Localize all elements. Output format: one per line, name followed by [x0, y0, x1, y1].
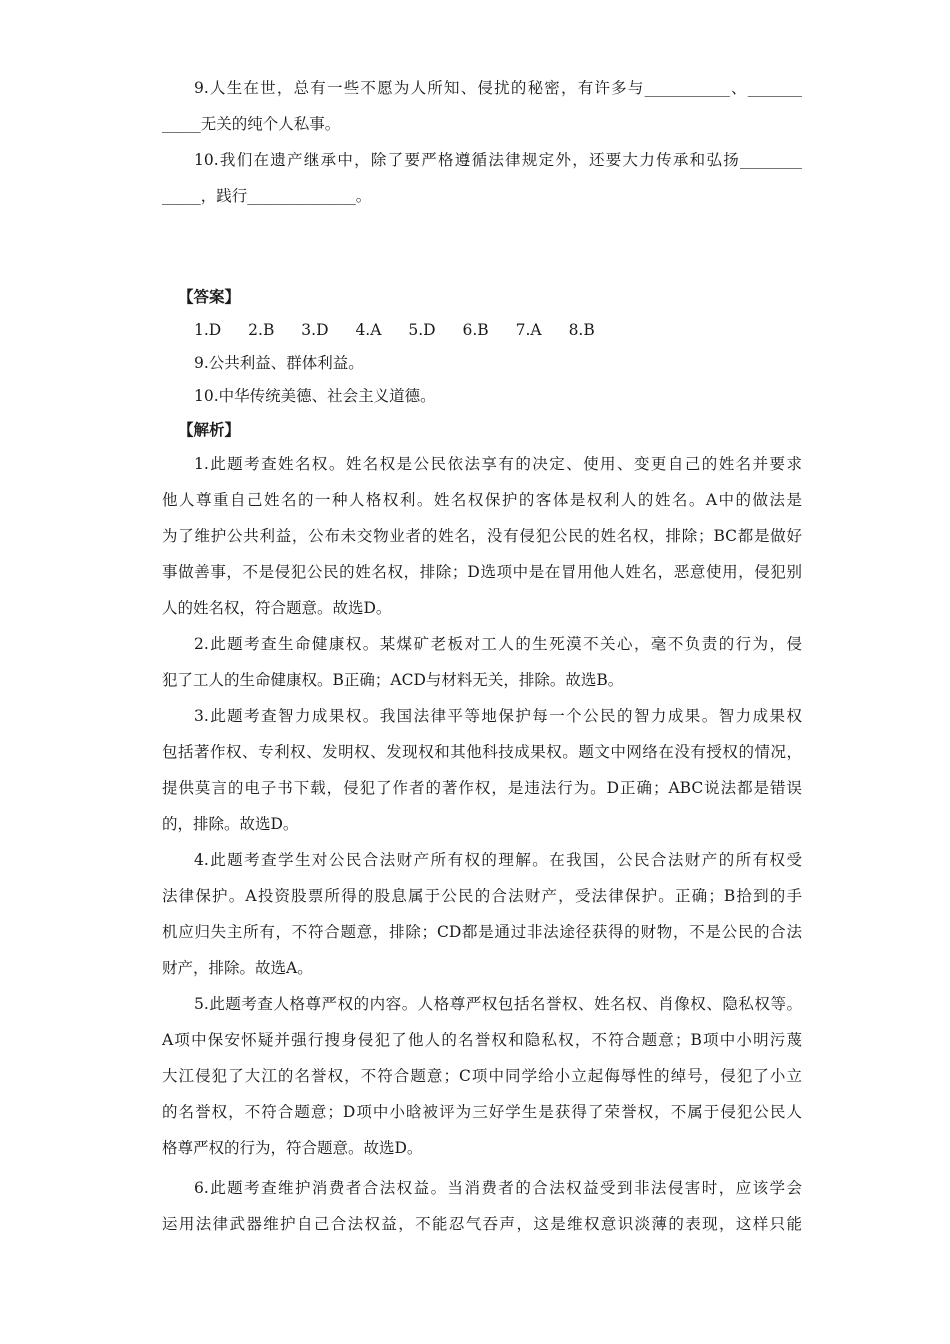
- analysis-line: 提供莫言的电子书下载，侵犯了作者的著作权，是违法行为。D正确；ABC说法都是错误: [162, 779, 802, 797]
- analysis-line: 5.此题考查人格尊严权的内容。人格尊严权包括名誉权、姓名权、肖像权、隐私权等。: [194, 995, 802, 1013]
- analysis-line: 为了维护公共利益，公布未交物业者的姓名，没有侵犯公民的姓名权，排除；BC都是做好: [162, 527, 802, 545]
- analysis-line: 格尊严权的行为，符合题意。故选D。: [162, 1139, 423, 1157]
- answer-choices: [194, 320, 802, 340]
- analysis-line: 2.此题考查生命健康权。某煤矿老板对工人的生死漠不关心，毫不负责的行为，侵: [194, 635, 802, 653]
- analysis-line: 事做善事，不是侵犯公民的姓名权，排除；D选项中是在冒用他人姓名，恶意使用，侵犯别: [162, 563, 802, 581]
- analysis-line: 3.此题考查智力成果权。我国法律平等地保护每一个公民的智力成果。智力成果权: [194, 707, 802, 725]
- question-10-line-2: _____，践行______________。: [162, 187, 372, 205]
- analysis-line: 的，排除。故选D。: [162, 815, 299, 833]
- answer-choice: 6.B: [462, 321, 489, 339]
- analysis-line: 的名誉权，不符合题意；D项中小晗被评为三好学生是获得了荣誉权，不属于侵犯公民人: [162, 1103, 802, 1121]
- answer-heading: 【答案】: [178, 287, 241, 306]
- answer-10: 10.中华传统美德、社会主义道德。: [194, 387, 436, 405]
- analysis-line: 犯了工人的生命健康权。B正确；ACD与材料无关，排除。故选B。: [162, 671, 624, 689]
- analysis-line: 机应归失主所有，不符合题意，排除；CD都是通过非法途径获得的财物，不是公民的合法: [162, 923, 802, 941]
- question-9-line-1: 9.人生在世，总有一些不愿为人所知、侵扰的秘密，有许多与___________、_______: [194, 79, 802, 97]
- question-9-line-2: _____无关的纯个人私事。: [162, 115, 341, 133]
- answer-choice: 5.D: [408, 321, 436, 339]
- analysis-line: 运用法律武器维护自己合法权益，不能忍气吞声，这是维权意识淡薄的表现，这样只能: [162, 1215, 802, 1233]
- analysis-line: 人的姓名权，符合题意。故选D。: [162, 599, 392, 617]
- analysis-line: 6.此题考查维护消费者合法权益。当消费者的合法权益受到非法侵害时，应该学会: [194, 1179, 802, 1197]
- analysis-line: 大江侵犯了大江的名誉权，不符合题意；C项中同学给小立起侮辱性的绰号，侵犯了小立: [162, 1067, 802, 1085]
- analysis-line: A项中保安怀疑并强行搜身侵犯了他人的名誉权和隐私权，不符合题意；B项中小明污蔑: [162, 1031, 802, 1049]
- answer-choice: 4.A: [355, 321, 382, 339]
- answer-choice: 3.D: [301, 321, 329, 339]
- question-10-line-1: 10.我们在遗产继承中，除了要严格遵循法律规定外，还要大力传承和弘扬________: [194, 151, 802, 169]
- answer-9: 9.公共利益、群体利益。: [194, 354, 364, 372]
- answer-choice: 8.B: [568, 321, 595, 339]
- answer-choice: 7.A: [515, 321, 542, 339]
- answer-choice: 1.D: [194, 321, 222, 339]
- analysis-line: 4.此题考查学生对公民合法财产所有权的理解。在我国，公民合法财产的所有权受: [194, 851, 802, 869]
- analysis-line: 他人尊重自己姓名的一种人格权利。姓名权保护的客体是权利人的姓名。A中的做法是: [162, 491, 802, 509]
- analysis-heading: 【解析】: [178, 420, 241, 439]
- analysis-line: 1.此题考查姓名权。姓名权是公民依法享有的决定、使用、变更自己的姓名并要求: [194, 455, 802, 473]
- analysis-line: 法律保护。A投资股票所得的股息属于公民的合法财产，受法律保护。正确；B拾到的手: [162, 887, 802, 905]
- analysis-line: 包括著作权、专利权、发明权、发现权和其他科技成果权。题文中网络在没有授权的情况，: [162, 743, 802, 761]
- answer-choice: 2.B: [248, 321, 275, 339]
- analysis-line: 财产，排除。故选A。: [162, 959, 313, 977]
